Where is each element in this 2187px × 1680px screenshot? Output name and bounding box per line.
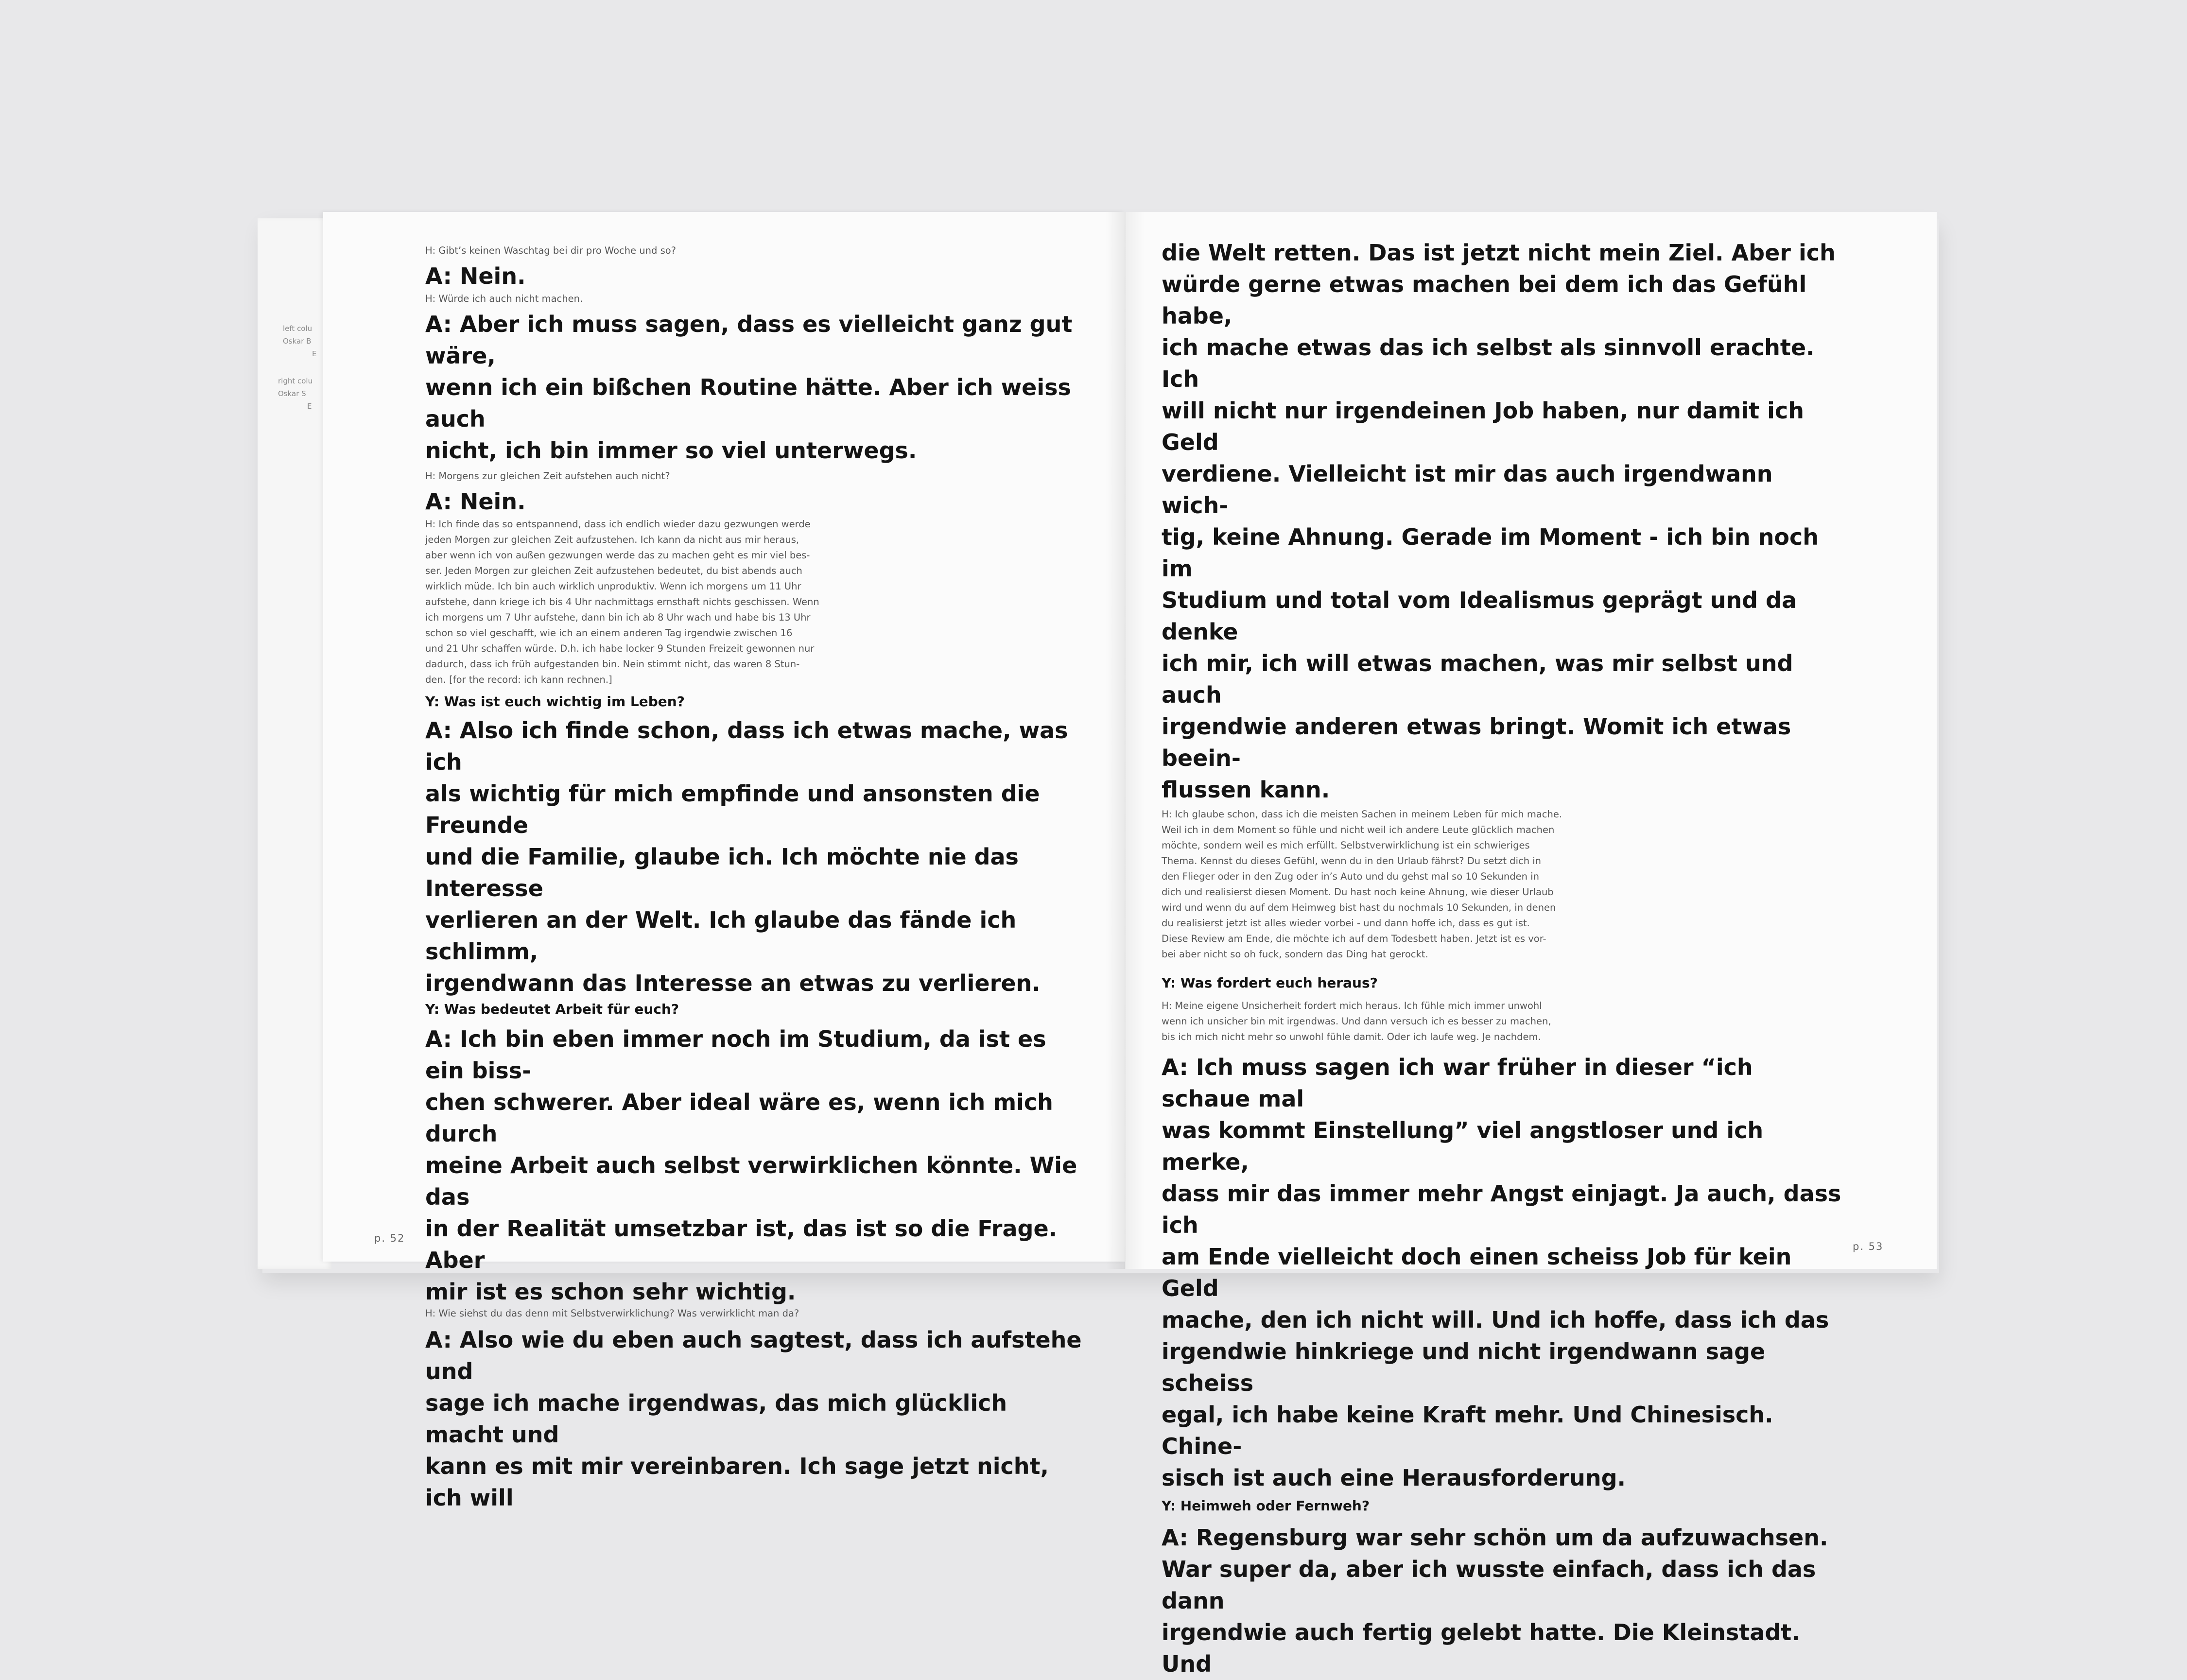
underlying-line: right colu — [278, 377, 313, 385]
answer-line: ich mir, ich will etwas machen, was mir selbst und auch — [1162, 650, 1793, 708]
interview-question: H: Wie siehst du das denn mit Selbstverwirklichung? Was verwirklicht man da? — [425, 1308, 799, 1319]
interview-answer-block — [425, 309, 1091, 467]
answer-line: tig, keine Ahnung. Gerade im Moment - ich bin noch im — [1162, 524, 1819, 582]
paragraph-line: H: Meine eigene Unsicherheit fordert mich heraus. Ich fühle mich immer unwohl — [1162, 1000, 1542, 1011]
paragraph-line: bis ich mich nicht mehr so unwohl fühle damit. Oder ich laufe weg. Je nachdem. — [1162, 1031, 1541, 1042]
answer-line: mir ist es schon sehr wichtig. — [425, 1279, 796, 1305]
underlying-line: E — [307, 402, 312, 411]
answer-line: War super da, aber ich wusste einfach, dass ich das dann — [1162, 1556, 1816, 1614]
answer-line: sisch ist auch eine Herausforderung. — [1162, 1465, 1626, 1491]
answer-line: irgendwie hinkriege und nicht irgendwann sage scheiss — [1162, 1338, 1766, 1396]
answer-line: will nicht nur irgendeinen Job haben, nur damit ich Geld — [1162, 398, 1804, 455]
interview-h-paragraph — [1162, 998, 1842, 1045]
interview-answer-block — [1162, 1052, 1842, 1494]
interview-answer: A: Nein. — [425, 488, 526, 515]
paragraph-line: wird und wenn du auf dem Heimweg bist hast du nochmals 10 Sekunden, in denen — [1162, 902, 1556, 913]
interview-question: H: Morgens zur gleichen Zeit aufstehen auch nicht? — [425, 470, 670, 482]
answer-line: mache, den ich nicht will. Und ich hoffe, dass ich das — [1162, 1307, 1829, 1333]
underlying-line: Oskar B — [283, 337, 312, 346]
page-number-right: p. 53 — [1853, 1241, 1884, 1252]
answer-line: A: Regensburg war sehr schön um da aufzuwachsen. — [1162, 1524, 1828, 1551]
answer-line: und die Familie, glaube ich. Ich möchte nie das Interesse — [425, 844, 1019, 901]
interview-question-y: Y: Heimweh oder Fernweh? — [1162, 1498, 1370, 1514]
answer-line: irgendwie auch fertig gelebt hatte. Die Kleinstadt. Und — [1162, 1619, 1800, 1677]
answer-line: dass mir das immer mehr Angst einjagt. Ja auch, dass ich — [1162, 1180, 1841, 1238]
paragraph-line: du realisierst jetzt ist alles wieder vorbei - und dann hoffe ich, dass es gut ist. — [1162, 918, 1530, 929]
answer-line: sage ich mache irgendwas, das mich glücklich macht und — [425, 1390, 1007, 1448]
interview-answer-block — [1162, 237, 1842, 806]
paragraph-line: wenn ich unsicher bin mit irgendwas. Und dann versuch ich es besser zu machen, — [1162, 1016, 1551, 1027]
interview-question-y: Y: Was ist euch wichtig im Leben? — [425, 693, 685, 710]
answer-line: A: Also wie du eben auch sagtest, dass ich aufstehe und — [425, 1327, 1082, 1385]
left-page-column — [425, 243, 1091, 1514]
paragraph-line: den. [for the record: ich kann rechnen.] — [425, 674, 612, 685]
answer-line: die Welt retten. Das ist jetzt nicht mein Ziel. Aber ich — [1162, 240, 1836, 266]
underlying-line: E — [312, 349, 317, 358]
paragraph-line: ser. Jeden Morgen zur gleichen Zeit aufzustehen bedeutet, du bist abends auch — [425, 565, 802, 576]
interview-answer-block — [425, 715, 1091, 999]
paragraph-line: und 21 Uhr schaffen würde. D.h. ich habe locker 9 Stunden Freizeit gewonnen nur — [425, 643, 815, 654]
answer-line: was kommt Einstellung” viel angstloser und ich merke, — [1162, 1117, 1764, 1175]
right-page-column — [1162, 237, 1842, 1680]
page-number-left: p. 52 — [374, 1232, 405, 1244]
paragraph-line: bei aber nicht so oh fuck, sondern das Ding hat gerockt. — [1162, 949, 1428, 960]
interview-answer: A: Nein. — [425, 263, 526, 289]
answer-line: meine Arbeit auch selbst verwirklichen könnte. Wie das — [425, 1152, 1077, 1210]
answer-line: A: Ich bin eben immer noch im Studium, da ist es ein biss- — [425, 1026, 1046, 1084]
answer-line: verdiene. Vielleicht ist mir das auch irgendwann wich- — [1162, 461, 1773, 519]
answer-line: A: Ich muss sagen ich war früher in dieser “ich schaue mal — [1162, 1054, 1753, 1112]
answer-line: irgendwie anderen etwas bringt. Womit ich etwas beein- — [1162, 713, 1791, 771]
underlying-line: Oskar S — [278, 389, 306, 398]
paragraph-line: dich und realisierst diesen Moment. Du hast noch keine Ahnung, wie dieser Urlaub — [1162, 886, 1554, 898]
answer-line: verlieren an der Welt. Ich glaube das fände ich schlimm, — [425, 907, 1017, 965]
paragraph-line: schon so viel geschafft, wie ich an einem anderen Tag irgendwie zwischen 16 — [425, 627, 793, 639]
answer-line: kann es mit mir vereinbaren. Ich sage jetzt nicht, ich will — [425, 1453, 1049, 1511]
book-gutter — [1106, 212, 1145, 1269]
answer-line: in der Realität umsetzbar ist, das ist so die Frage. Aber — [425, 1215, 1058, 1273]
paragraph-line: dadurch, dass ich früh aufgestanden bin. Nein stimmt nicht, das waren 8 Stun- — [425, 658, 800, 670]
paragraph-line: H: Ich glaube schon, dass ich die meisten Sachen in meinem Leben für mich mache. — [1162, 809, 1562, 820]
answer-line: irgendwann das Interesse an etwas zu verlieren. — [425, 970, 1041, 996]
answer-line: als wichtig für mich empfinde und ansonsten die Freunde — [425, 780, 1040, 838]
paragraph-line: jeden Morgen zur gleichen Zeit aufzustehen. Ich kann da nicht aus mir heraus, — [425, 534, 799, 545]
answer-line: A: Also ich finde schon, dass ich etwas mache, was ich — [425, 717, 1068, 775]
paragraph-line: Diese Review am Ende, die möchte ich auf dem Todesbett haben. Jetzt ist es vor- — [1162, 933, 1546, 944]
answer-line: Studium und total vom Idealismus geprägt und da denke — [1162, 587, 1797, 645]
interview-answer-block — [425, 1324, 1091, 1514]
paragraph-line: möchte, sondern weil es mich erfüllt. Selbstverwirklichung ist ein schwieriges — [1162, 840, 1530, 851]
interview-question-y: Y: Was fordert euch heraus? — [1162, 975, 1378, 991]
interview-h-paragraph — [425, 517, 1091, 688]
paragraph-line: aufstehe, dann kriege ich bis 4 Uhr nachmittags ernsthaft nichts geschissen. Wenn — [425, 596, 819, 607]
answer-line: würde gerne etwas machen bei dem ich das Gefühl habe, — [1162, 271, 1807, 329]
underlying-page-text-2 — [278, 375, 312, 413]
interview-h-paragraph — [1162, 807, 1842, 962]
paragraph-line: den Flieger oder in den Zug oder in’s Auto und du gehst mal so 10 Sekunden in — [1162, 871, 1539, 882]
paragraph-line: H: Ich finde das so entspannend, dass ich endlich wieder dazu gezwungen werde — [425, 519, 811, 530]
paragraph-line: ich morgens um 7 Uhr aufstehe, dann bin ich ab 8 Uhr wach und habe bis 13 Uhr — [425, 612, 811, 623]
answer-line: nicht, ich bin immer so viel unterwegs. — [425, 437, 917, 464]
interview-answer-block — [1162, 1522, 1842, 1680]
answer-line: chen schwerer. Aber ideal wäre es, wenn ich mich durch — [425, 1089, 1053, 1147]
interview-question: H: Würde ich auch nicht machen. — [425, 293, 583, 304]
answer-line: egal, ich habe keine Kraft mehr. Und Chinesisch. Chine- — [1162, 1402, 1773, 1459]
answer-line: wenn ich ein bißchen Routine hätte. Aber ich weiss auch — [425, 374, 1071, 432]
interview-question-y: Y: Was bedeutet Arbeit für euch? — [425, 1001, 679, 1017]
interview-answer-block — [425, 1023, 1091, 1308]
underlying-page-text-1 — [283, 322, 316, 360]
paragraph-line: Thema. Kennst du dieses Gefühl, wenn du in den Urlaub fährst? Du setzt dich in — [1162, 855, 1542, 866]
answer-line: flussen kann. — [1162, 777, 1330, 803]
answer-line: A: Aber ich muss sagen, dass es vielleicht ganz gut wäre, — [425, 311, 1073, 369]
paragraph-line: wirklich müde. Ich bin auch wirklich unproduktiv. Wenn ich morgens um 11 Uhr — [425, 581, 801, 592]
answer-line: ich mache etwas das ich selbst als sinnvoll erachte. Ich — [1162, 334, 1815, 392]
interview-question: H: Gibt’s keinen Waschtag bei dir pro Woche und so? — [425, 245, 677, 256]
paragraph-line: aber wenn ich von außen gezwungen werde das zu machen geht es mir viel bes- — [425, 550, 810, 561]
underlying-line: left colu — [283, 324, 312, 333]
paragraph-line: Weil ich in dem Moment so fühle und nicht weil ich andere Leute glücklich machen — [1162, 824, 1555, 835]
answer-line: am Ende vielleicht doch einen scheiss Job für kein Geld — [1162, 1244, 1792, 1301]
